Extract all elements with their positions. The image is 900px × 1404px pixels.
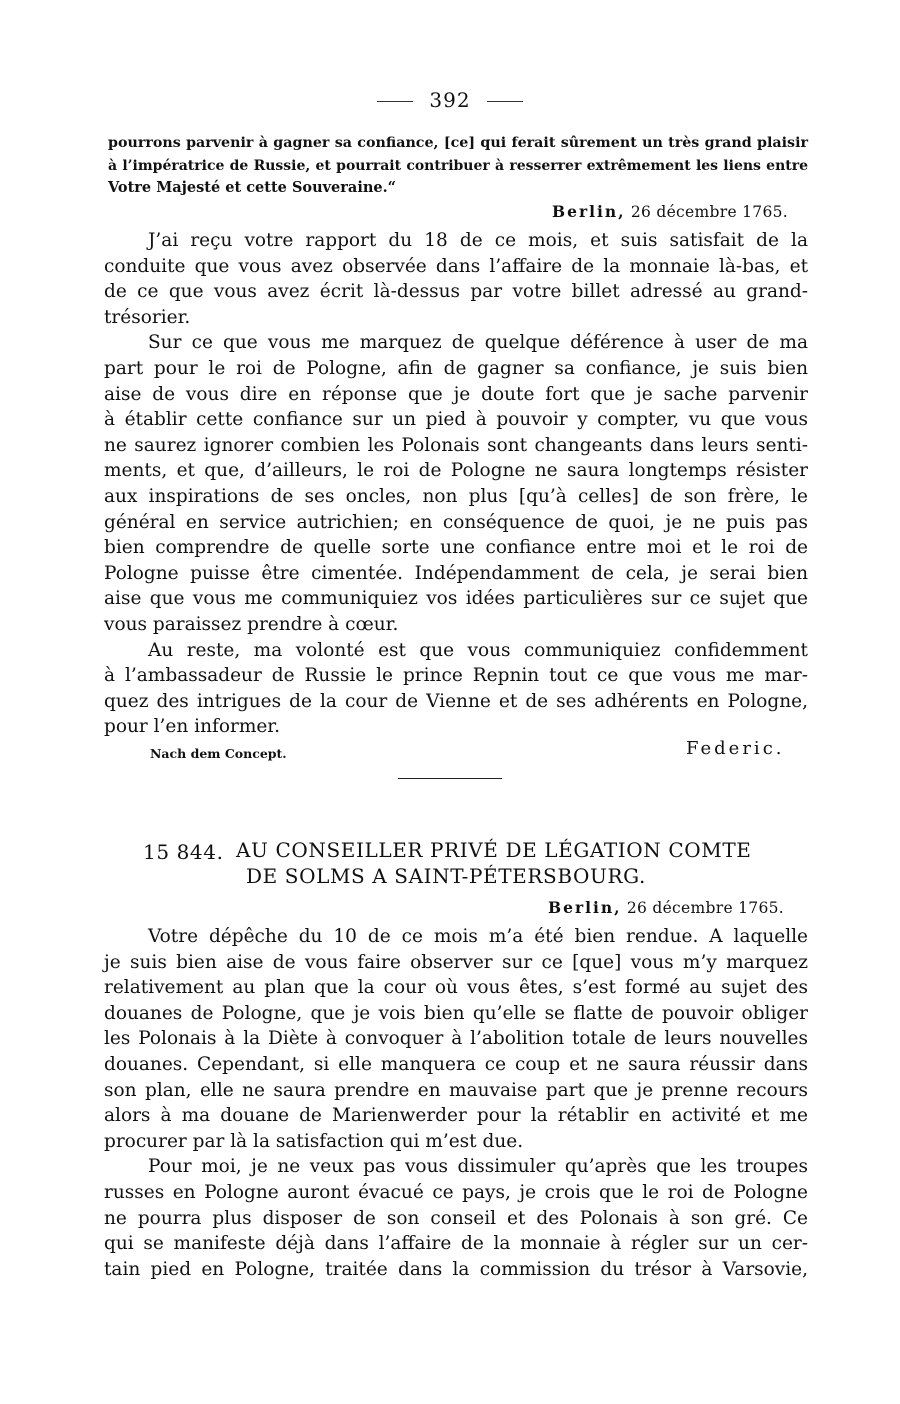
text-line: à l’ambassadeur de Russie le prince Repnin tout ce que vous me mar-: [104, 665, 808, 687]
text-line: douanes. Cependant, si elle manquera ce coup et ne saura réussir dans: [104, 1053, 808, 1075]
text-line: vous paraissez prendre à cœur.: [104, 613, 399, 635]
letter-body: [104, 228, 808, 740]
text-line: procurer par là la satisfaction qui m’est due.: [104, 1130, 524, 1152]
continuation-paragraph: [108, 132, 808, 200]
text-line: pourrons parvenir à gagner sa confiance, [ce] qui ferait sûrement un très grand plaisir: [108, 135, 808, 151]
text-line: Pologne puisse être cimentée. Indépendamment de cela, je serai bien: [104, 562, 808, 584]
text-line: à établir cette confiance sur un pied à pouvoir y compter, vu que vous: [104, 409, 808, 431]
text-line: je suis bien aise de vous faire observer sur ce [que] vous m’y marquez: [104, 951, 808, 973]
text-line: Pour moi, je ne veux pas vous dissimuler qu’après que les troupes: [148, 1156, 808, 1178]
text-line: ne saurez ignorer combien les Polonais sont changeants dans leurs senti-: [104, 434, 808, 456]
text-line: J’ai reçu votre rapport du 18 de ce mois, et suis satisfait de la: [148, 230, 808, 251]
letter-body: [104, 924, 808, 1282]
text-line: part pour le roi de Pologne, afin de gagner sa confiance, je suis bien: [104, 357, 808, 379]
divider: [377, 101, 413, 102]
divider: [487, 101, 523, 102]
letter-number: 15 844.: [143, 840, 224, 864]
page-number-text: 392: [429, 88, 471, 112]
text-line: Votre Majesté et cette Souveraine.“: [108, 179, 396, 196]
text-line: tain pied en Pologne, traitée dans la commission du trésor à Varsovie,: [104, 1258, 808, 1280]
text-line: conduite que vous avez observée dans l’affaire de la monnaie là-bas, et: [104, 255, 808, 277]
text-line: pour l’en informer.: [104, 716, 281, 738]
text-line: de ce que vous avez écrit là-dessus par votre billet adressé au grand-: [104, 281, 808, 303]
text-line: son plan, elle ne saura prendre en mauvaise part que je prenne recours: [104, 1079, 808, 1101]
section-divider: [398, 778, 502, 779]
dateline: [548, 898, 784, 917]
date-place: Berlin,: [552, 202, 626, 221]
text-line: alors à ma douane de Marienwerder pour la rétablir en activité et me: [104, 1105, 808, 1127]
text-line: ments, et que, d’ailleurs, le roi de Pologne ne saura longtemps résister: [104, 460, 808, 482]
text-line: Votre dépêche du 10 de ce mois m’a été bien rendue. A laquelle: [148, 926, 808, 947]
text-line: qui se manifeste déjà dans l’affaire de la monnaie à régler sur un cer-: [104, 1233, 808, 1255]
page-number: [0, 88, 900, 112]
text-line: aux inspirations de ses oncles, non plus [qu’à celles] de son frère, le: [104, 485, 808, 507]
letter-title: DE SOLMS A SAINT-PÉTERSBOURG.: [246, 864, 646, 888]
date-place: Berlin,: [548, 898, 622, 917]
text-line: à l’impératrice de Russie, et pourrait contribuer à resserrer extrêmement les liens entre: [108, 157, 808, 174]
date-text: 26 décembre 1765.: [630, 203, 789, 221]
text-line: Au reste, ma volonté est que vous communiquiez confidemment: [148, 639, 808, 661]
text-line: trésorier.: [104, 306, 191, 328]
source-note: Nach dem Concept.: [150, 746, 287, 761]
text-line: les Polonais à la Diète à convoquer à l’abolition totale de leurs nouvelles: [104, 1028, 808, 1050]
text-line: russes en Pologne auront évacué ce pays, je crois que le roi de Pologne: [104, 1181, 808, 1203]
text-line: général en service autrichien; en conséquence de quoi, je ne puis pas: [104, 511, 808, 533]
text-line: relativement au plan que la cour où vous êtes, s’est formé au sujet des: [104, 977, 808, 999]
text-line: bien comprendre de quelle sorte une confiance entre moi et le roi de: [104, 537, 808, 559]
dateline: [552, 202, 788, 221]
text-line: douanes de Pologne, que je vois bien qu’elle se flatte de pouvoir obliger: [104, 1002, 808, 1024]
date-text: 26 décembre 1765.: [626, 899, 785, 917]
letter-title: AU CONSEILLER PRIVÉ DE LÉGATION COMTE: [236, 838, 752, 862]
text-line: aise que vous me communiquiez vos idées particulières sur ce sujet que: [104, 588, 808, 610]
text-line: Sur ce que vous me marquez de quelque déférence à user de ma: [148, 332, 808, 354]
text-line: aise de vous dire en réponse que je doute fort que je sache parvenir: [104, 383, 808, 405]
signature: Federic.: [686, 738, 785, 759]
text-line: quez des intrigues de la cour de Vienne et de ses adhérents en Pologne,: [104, 690, 808, 712]
text-line: ne pourra plus disposer de son conseil et des Polonais à son gré. Ce: [104, 1207, 808, 1229]
